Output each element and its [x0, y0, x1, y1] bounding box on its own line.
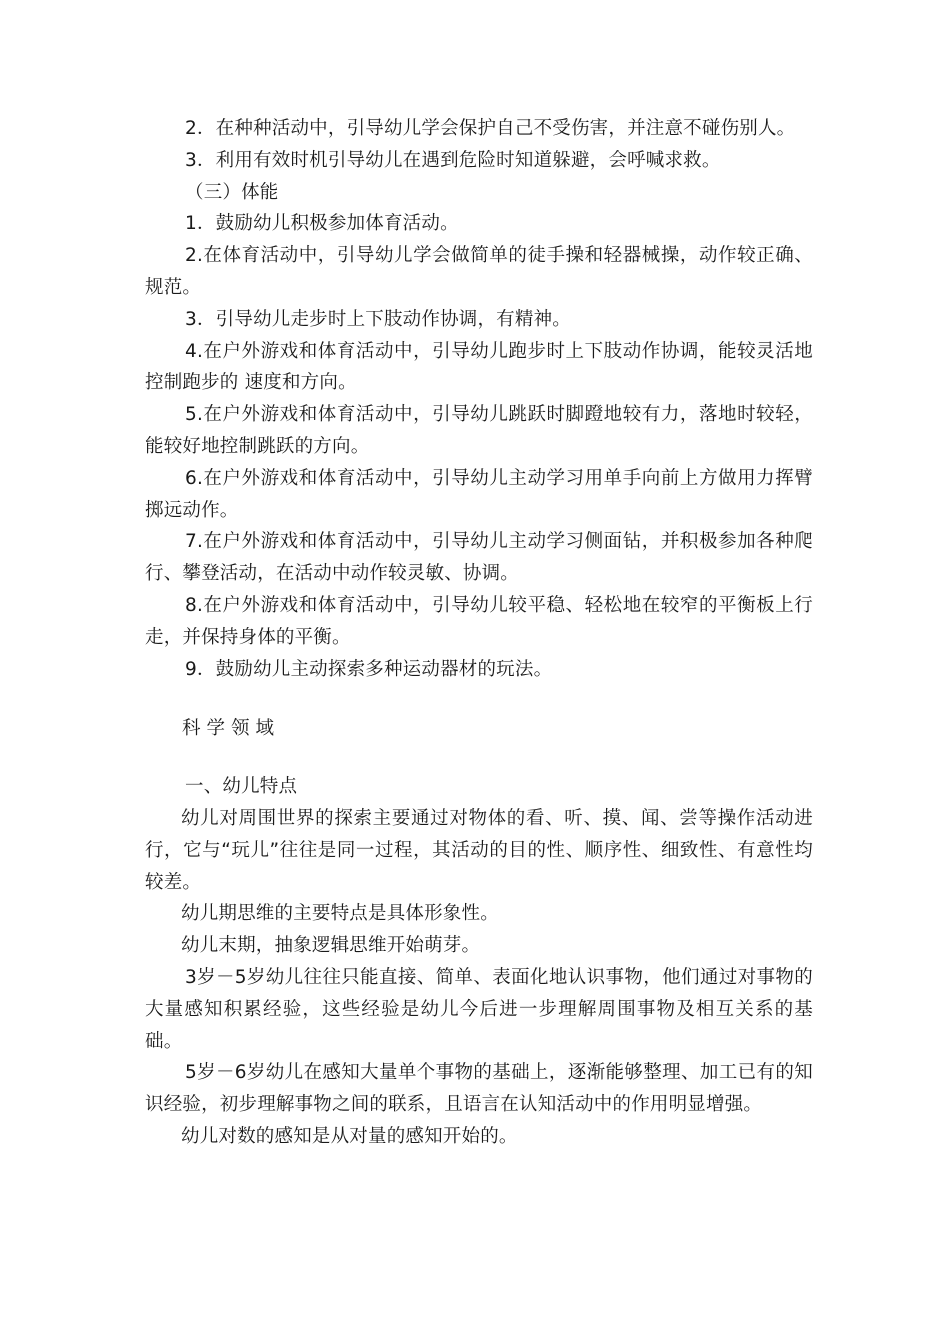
paragraph-physical-3: 3．引导幼儿走步时上下肢动作协调，有精神。 [185, 308, 571, 330]
body-paragraph-age-5-6: 5岁－6岁幼儿在感知大量单个事物的基础上，逐渐能够整理、加工已有的知识经验，初步理解事物之间的联系，且语言在认知活动中的作用明显增强。 [145, 1062, 813, 1116]
paragraph-physical-5: 5.在户外游戏和体育活动中，引导幼儿跳跃时脚蹬地较有力，落地时较轻，能较好地控制跳跃的方向。 [145, 404, 813, 457]
body-paragraph-age-3-5: 3岁－5岁幼儿往往只能直接、简单、表面化地认识事物，他们通过对事物的大量感知积累经验，这些经验是幼儿今后进一步理解周围事物及相互关系的基础。 [145, 966, 813, 1052]
paragraph-physical-9: 9．鼓励幼儿主动探索多种运动器材的玩法。 [185, 658, 553, 680]
paragraph-physical-6: 6.在户外游戏和体育活动中，引导幼儿主动学习用单手向前上方做用力挥臂掷远动作。 [145, 467, 813, 521]
document-body [145, 113, 813, 1153]
paragraph-safety-2: 2．在种种活动中，引导幼儿学会保护自己不受伤害，并注意不碰伤别人。 [185, 118, 796, 139]
paragraph-safety-3: 3．利用有效时机引导幼儿在遇到危险时知道躲避，会呼喊求救。 [185, 149, 721, 171]
paragraph-physical-2: 2.在体育活动中，引导幼儿学会做简单的徒手操和轻器械操，动作较正确、规范。 [145, 245, 813, 298]
subsection-title-characteristics: 一、幼儿特点 [185, 776, 298, 798]
paragraph-physical-7: 7.在户外游戏和体育活动中，引导幼儿主动学习侧面钻，并积极参加各种爬行、攀登活动，在活动中动作较灵敏、协调。 [145, 531, 813, 585]
body-paragraph-exploration: 幼儿对周围世界的探索主要通过对物体的看、听、摸、闻、尝等操作活动进行，它与“玩儿”往往是同一过程，其活动的目的性、顺序性、细致性、有意性均较差。 [145, 807, 813, 893]
paragraph-physical-4: 4.在户外游戏和体育活动中，引导幼儿跑步时上下肢动作协调，能较灵活地控制跑步的 速度和方向。 [145, 340, 813, 394]
section-title-science: 科学领域 [182, 718, 281, 740]
body-paragraph-thinking: 幼儿期思维的主要特点是具体形象性。 [181, 903, 499, 925]
body-paragraph-abstract-logic: 幼儿末期，抽象逻辑思维开始萌芽。 [181, 935, 481, 957]
heading-physical-ability: （三）体能 [185, 181, 279, 203]
paragraph-physical-1: 1．鼓励幼儿积极参加体育活动。 [185, 213, 459, 235]
paragraph-physical-8: 8.在户外游戏和体育活动中，引导幼儿较平稳、轻松地在较窄的平衡板上行走，并保持身体的平衡。 [145, 594, 813, 648]
body-paragraph-number-perception: 幼儿对数的感知是从对量的感知开始的。 [181, 1125, 518, 1147]
